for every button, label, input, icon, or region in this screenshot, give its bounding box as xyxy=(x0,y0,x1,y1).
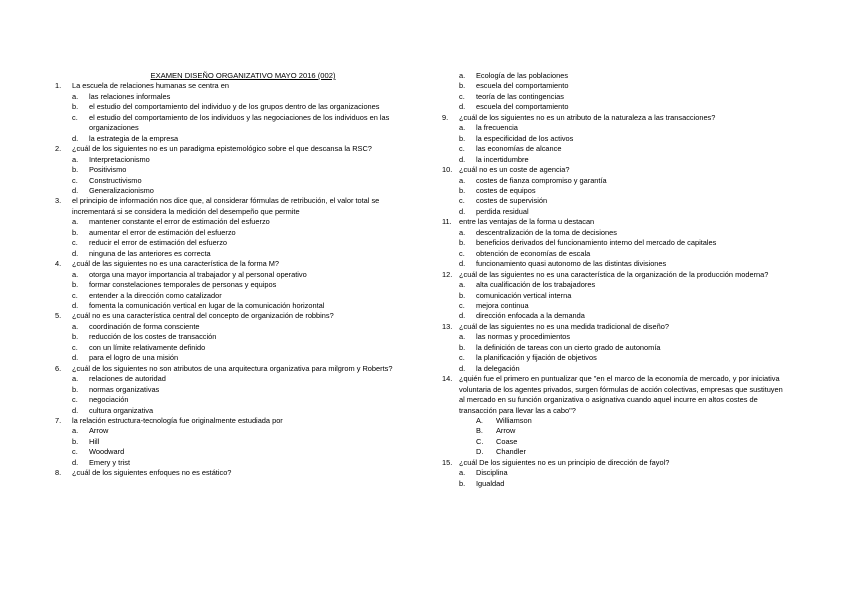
option-text: funcionamiento quasi autonomo de las distintas divisiones xyxy=(476,259,667,269)
option-text: la frecuencia xyxy=(476,123,518,133)
option-letter: B. xyxy=(476,426,483,436)
answer-option xyxy=(442,280,787,290)
answer-option xyxy=(55,322,407,332)
option-text: la estrategia de la empresa xyxy=(89,133,179,143)
answer-option xyxy=(55,113,407,134)
option-text: Chandler xyxy=(496,447,526,457)
question xyxy=(442,458,787,468)
option-text: costes de fianza compromiso y garantía xyxy=(476,175,607,185)
option-text: alta cualificación de los trabajadores xyxy=(476,280,596,290)
option-letter: d. xyxy=(72,353,79,363)
option-letter: c. xyxy=(72,395,78,405)
left-column xyxy=(55,71,407,479)
question xyxy=(442,270,787,280)
answer-option xyxy=(55,186,407,196)
option-letter: d. xyxy=(459,206,466,216)
question-number: 5. xyxy=(55,311,62,321)
option-text: relaciones de autoridad xyxy=(89,374,166,384)
option-letter: c. xyxy=(72,342,78,352)
question-number: 4. xyxy=(55,259,62,269)
answer-option xyxy=(442,343,787,353)
answer-option xyxy=(55,395,407,405)
question-text: La escuela de relaciones humanas se centra en xyxy=(72,81,229,91)
question-text: ¿quién fue el primero en puntualizar que "en el marco de la economía de mercado, y por iniciativa voluntaria de los agentes privados, surgen fórmulas de acción colectivas, empresas que sustituyen al mercado en su función organizativa o asignativa cuando aquel incurre en altos costes de transacción para llevar las a cabo"? xyxy=(459,374,783,415)
answer-option xyxy=(442,468,787,478)
option-text: comunicación vertical interna xyxy=(476,290,572,300)
option-letter: b. xyxy=(459,342,466,352)
answer-option xyxy=(55,92,407,102)
answer-option xyxy=(55,280,407,290)
option-letter: a. xyxy=(72,217,79,227)
option-letter: a. xyxy=(72,374,79,384)
option-letter: b. xyxy=(459,478,466,488)
option-text: Williamson xyxy=(496,415,532,425)
option-letter: c. xyxy=(459,248,465,258)
option-letter: d. xyxy=(459,102,466,112)
option-text: Generalizacionismo xyxy=(89,185,154,195)
question xyxy=(55,81,407,91)
question xyxy=(442,322,787,332)
option-text: Arrow xyxy=(89,426,109,436)
option-text: obtención de economías de escala xyxy=(476,248,591,258)
option-text: perdida residual xyxy=(476,206,529,216)
answer-option xyxy=(442,186,787,196)
answer-option xyxy=(55,447,407,457)
answer-option xyxy=(55,301,407,311)
question xyxy=(55,144,407,154)
option-letter: a. xyxy=(459,332,466,342)
option-text: costes de supervisión xyxy=(476,196,548,206)
answer-option xyxy=(55,458,407,468)
question-number: 12. xyxy=(442,269,453,279)
option-letter: c. xyxy=(72,112,78,122)
answer-option xyxy=(55,291,407,301)
option-text: beneficios derivados del funcionamiento interno del mercado de capitales xyxy=(476,238,717,248)
option-text: mantener constante el error de estimación del esfuerzo xyxy=(89,217,270,227)
option-text: entender a la dirección como catalizador xyxy=(89,290,222,300)
answer-option xyxy=(442,259,787,269)
option-text: la planificación y fijación de objetivos xyxy=(476,353,597,363)
answer-option xyxy=(442,144,787,154)
option-letter: d. xyxy=(459,363,466,373)
option-letter: b. xyxy=(72,280,79,290)
answer-option xyxy=(55,228,407,238)
question-text: entre las ventajas de la forma u destacan xyxy=(459,217,595,227)
question-text: ¿cuál de los siguientes no es un atributo de la naturaleza a las transacciones? xyxy=(459,112,716,122)
option-letter: b. xyxy=(72,332,79,342)
option-text: otorga una mayor importancia al trabajador y al personal operativo xyxy=(89,269,307,279)
option-letter: c. xyxy=(459,144,465,154)
option-letter: c. xyxy=(72,290,78,300)
option-letter: d. xyxy=(72,405,79,415)
question-number: 6. xyxy=(55,363,62,373)
option-text: coordinación de forma consciente xyxy=(89,321,200,331)
option-text: Igualdad xyxy=(476,478,505,488)
answer-option xyxy=(442,332,787,342)
answer-option xyxy=(55,102,407,112)
question xyxy=(442,374,787,416)
option-letter: a. xyxy=(72,321,79,331)
option-text: las normas y procedimientos xyxy=(476,332,571,342)
question xyxy=(55,416,407,426)
answer-option xyxy=(442,291,787,301)
answer-option xyxy=(55,238,407,248)
option-text: Constructivismo xyxy=(89,175,142,185)
answer-option xyxy=(442,196,787,206)
option-letter: d. xyxy=(459,311,466,321)
option-text: cultura organizativa xyxy=(89,405,154,415)
option-letter: a. xyxy=(459,227,466,237)
option-text: Positivismo xyxy=(89,165,127,175)
question-text: el principio de información nos dice que, al considerar fórmulas de retribución, el valor total se incrementará si se considera la medición del desempeño que permite xyxy=(72,196,380,216)
question-number: 15. xyxy=(442,457,453,467)
answer-option xyxy=(55,374,407,384)
question-text: ¿cuál De los siguientes no es un principio de dirección de fayol? xyxy=(459,457,670,467)
option-letter: c. xyxy=(72,175,78,185)
option-letter: d. xyxy=(72,133,79,143)
option-letter: a. xyxy=(459,280,466,290)
question-text: ¿cuál de los siguientes no es un paradigma epistemológico sobre el que descansa la RSC? xyxy=(72,144,372,154)
option-text: mejora continua xyxy=(476,300,529,310)
option-text: Woodward xyxy=(89,447,125,457)
option-letter: d. xyxy=(459,259,466,269)
option-text: Interpretacionismo xyxy=(89,154,150,164)
option-letter: d. xyxy=(72,457,79,467)
option-text: para el logro de una misión xyxy=(89,353,179,363)
answer-option xyxy=(442,123,787,133)
answer-option xyxy=(442,447,787,457)
question-number: 10. xyxy=(442,165,453,175)
option-text: dirección enfocada a la demanda xyxy=(476,311,585,321)
question-number: 13. xyxy=(442,321,453,331)
answer-option xyxy=(442,353,787,363)
question-number: 9. xyxy=(442,112,449,122)
exam-title: EXAMEN DISEÑO ORGANIZATIVO MAYO 2016 (002) xyxy=(150,71,336,80)
question-text: ¿cuál de las siguientes no es una característica de la forma M? xyxy=(72,259,280,269)
option-text: Ecología de las poblaciones xyxy=(476,71,569,80)
option-letter: a. xyxy=(459,71,466,80)
question-text: la relación estructura-tecnología fue originalmente estudiada por xyxy=(72,415,283,425)
option-letter: a. xyxy=(72,91,79,101)
option-text: escuela del comportamiento xyxy=(476,81,569,91)
option-text: formar constelaciones temporales de personas y equipos xyxy=(89,280,277,290)
answer-option xyxy=(442,311,787,321)
option-letter: d. xyxy=(459,154,466,164)
option-letter: b. xyxy=(72,165,79,175)
option-letter: a. xyxy=(72,426,79,436)
option-text: ninguna de las anteriores es correcta xyxy=(89,248,211,258)
question xyxy=(442,165,787,175)
option-text: con un límite relativamente definido xyxy=(89,342,206,352)
option-letter: a. xyxy=(459,468,466,478)
option-letter: C. xyxy=(476,436,484,446)
answer-option xyxy=(55,155,407,165)
question-text: ¿cuál no es un coste de agencia? xyxy=(459,165,570,175)
option-letter: b. xyxy=(459,290,466,300)
option-text: la delegación xyxy=(476,363,520,373)
answer-option xyxy=(55,385,407,395)
option-letter: a. xyxy=(459,175,466,185)
answer-option xyxy=(55,343,407,353)
answer-option xyxy=(442,426,787,436)
option-text: aumentar el error de estimación del esfuerzo xyxy=(89,227,236,237)
option-letter: b. xyxy=(459,81,466,91)
option-letter: a. xyxy=(459,123,466,133)
answer-option xyxy=(55,406,407,416)
option-text: reducir el error de estimación del esfuerzo xyxy=(89,238,228,248)
option-letter: c. xyxy=(459,300,465,310)
option-text: la incertidumbre xyxy=(476,154,529,164)
option-text: normas organizativas xyxy=(89,384,160,394)
question xyxy=(55,468,407,478)
right-column xyxy=(442,71,787,489)
option-text: negociación xyxy=(89,395,129,405)
question xyxy=(442,217,787,227)
question-number: 2. xyxy=(55,144,62,154)
answer-option xyxy=(442,437,787,447)
option-letter: c. xyxy=(72,447,78,457)
question-text: ¿cuál de los siguientes no son atributos de una arquitectura organizativa para milgrom y Roberts? xyxy=(72,363,393,373)
answer-option xyxy=(55,217,407,227)
option-letter: a. xyxy=(72,154,79,164)
answer-option xyxy=(442,102,787,112)
option-text: Hill xyxy=(89,436,100,446)
answer-option xyxy=(442,71,787,81)
option-text: teoría de las contingencias xyxy=(476,91,564,101)
answer-option xyxy=(442,416,787,426)
option-text: descentralización de la toma de decisiones xyxy=(476,227,617,237)
answer-option xyxy=(442,92,787,102)
option-text: Disciplina xyxy=(476,468,508,478)
question xyxy=(55,259,407,269)
answer-option xyxy=(442,249,787,259)
option-letter: b. xyxy=(72,436,79,446)
answer-option xyxy=(55,270,407,280)
option-letter: b. xyxy=(72,384,79,394)
option-text: Emery y trist xyxy=(89,457,131,467)
option-text: las relaciones informales xyxy=(89,91,171,101)
option-letter: a. xyxy=(72,269,79,279)
answer-option xyxy=(442,155,787,165)
option-text: el estudio del comportamiento del individuo y de los grupos dentro de las organizaciones xyxy=(89,102,380,112)
answer-option xyxy=(442,228,787,238)
answer-option xyxy=(442,301,787,311)
option-letter: d. xyxy=(72,185,79,195)
option-text: fomenta la comunicación vertical en lugar de la comunicación horizontal xyxy=(89,300,325,310)
question xyxy=(55,311,407,321)
option-letter: b. xyxy=(459,185,466,195)
answer-option xyxy=(55,165,407,175)
question xyxy=(442,113,787,123)
option-letter: b. xyxy=(459,238,466,248)
question-number: 3. xyxy=(55,196,62,206)
answer-option xyxy=(442,364,787,374)
option-text: las economías de alcance xyxy=(476,144,562,154)
option-letter: A. xyxy=(476,415,483,425)
answer-option xyxy=(55,353,407,363)
question-text: ¿cuál de las siguientes no es una medida tradicional de diseño? xyxy=(459,321,669,331)
option-letter: d. xyxy=(72,300,79,310)
option-text: escuela del comportamiento xyxy=(476,102,569,112)
option-text: la especificidad de los activos xyxy=(476,133,574,143)
answer-option xyxy=(442,207,787,217)
question xyxy=(55,196,407,217)
answer-option xyxy=(55,426,407,436)
question-number: 7. xyxy=(55,415,62,425)
question-text: ¿cuál de los siguientes enfoques no es estático? xyxy=(72,468,232,478)
answer-option xyxy=(55,437,407,447)
question-number: 8. xyxy=(55,468,62,478)
option-letter: c. xyxy=(72,238,78,248)
question xyxy=(55,364,407,374)
question-text: ¿cuál de las siguientes no es una característica de la organización de la producción moderna? xyxy=(459,269,769,279)
option-text: la definición de tareas con un cierto grado de autonomía xyxy=(476,342,661,352)
answer-option xyxy=(55,134,407,144)
question-text: ¿cuál no es una característica central del concepto de organización de robbins? xyxy=(72,311,334,321)
option-letter: c. xyxy=(459,91,465,101)
option-letter: c. xyxy=(459,196,465,206)
answer-option xyxy=(442,81,787,91)
option-text: Coase xyxy=(496,436,518,446)
option-letter: c. xyxy=(459,353,465,363)
option-text: reducción de los costes de transacción xyxy=(89,332,217,342)
option-text: costes de equipos xyxy=(476,185,536,195)
option-letter: d. xyxy=(72,248,79,258)
answer-option xyxy=(55,249,407,259)
question-number: 11. xyxy=(442,217,452,227)
option-letter: b. xyxy=(459,133,466,143)
option-letter: D. xyxy=(476,447,484,457)
answer-option xyxy=(55,332,407,342)
option-letter: b. xyxy=(72,102,79,112)
answer-option xyxy=(442,238,787,248)
answer-option xyxy=(442,176,787,186)
option-text: Arrow xyxy=(496,426,516,436)
answer-option xyxy=(442,479,787,489)
answer-option xyxy=(55,176,407,186)
answer-option xyxy=(442,134,787,144)
question-number: 1. xyxy=(55,81,62,91)
option-letter: b. xyxy=(72,227,79,237)
question-number: 14. xyxy=(442,374,453,384)
option-text: el estudio del comportamiento de los individuos y las negociaciones de los individuos en las organizaciones xyxy=(89,112,390,133)
